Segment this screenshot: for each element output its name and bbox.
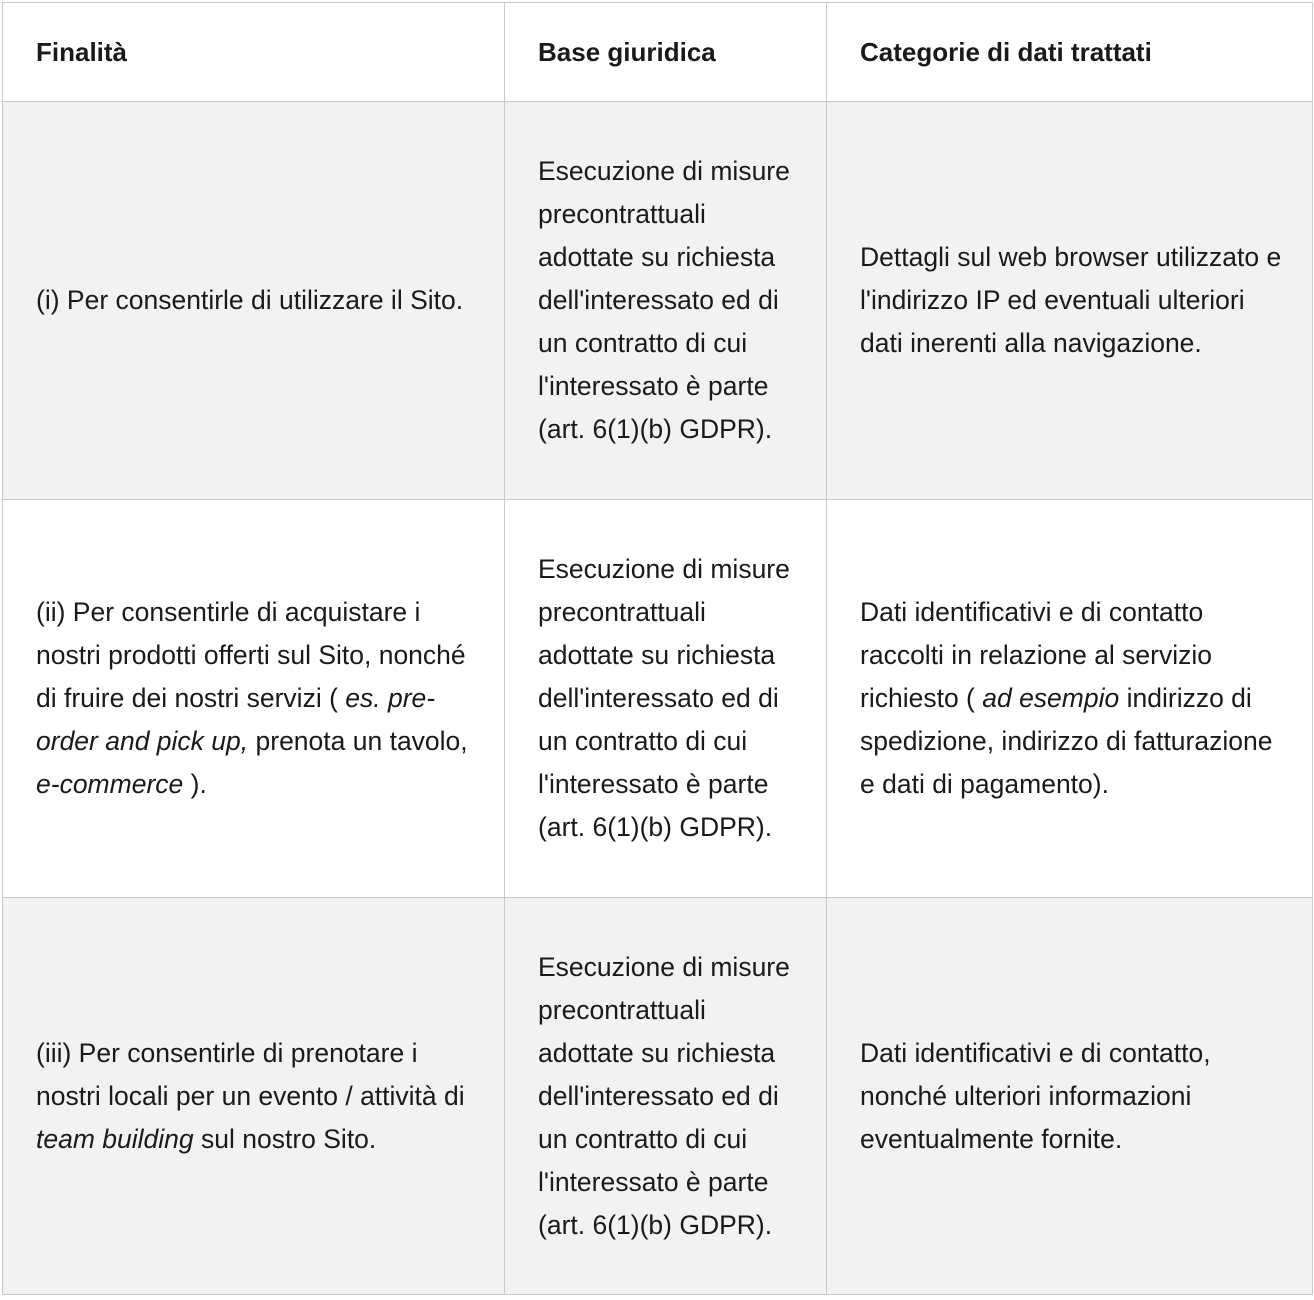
purpose-italic-text: es. pre-order and pick up, — [36, 683, 436, 756]
data-categories-text: indirizzo di spedizione, indirizzo di fatturazione e dati di pagamento). — [860, 683, 1273, 799]
table-row — [3, 500, 1313, 898]
data-categories-cell — [827, 500, 1313, 898]
table-body — [3, 102, 1313, 1295]
table-header — [3, 3, 1313, 102]
data-categories-text: Dati identificativi e di contatto, nonché ulteriori informazioni eventualmente fornite. — [860, 1037, 1211, 1154]
legal-basis-cell — [505, 102, 827, 500]
legal-basis-text: Esecuzione di misure precontrattuali adottate su richiesta dell'interessato ed di un contratto di cui l'interessato è parte (art. 6(1)(b) GDPR). — [538, 951, 790, 1240]
purpose-italic-text: e-commerce — [36, 769, 184, 799]
processing-purposes-table — [2, 2, 1313, 1295]
legal-basis-text: Esecuzione di misure precontrattuali adottate su richiesta dell'interessato ed di un contratto di cui l'interessato è parte (art. 6(1)(b) GDPR). — [538, 156, 790, 444]
purpose-text: prenota un tavolo, — [248, 726, 468, 756]
legal-basis-cell — [505, 898, 827, 1295]
data-categories-text: Dati identificativi e di contatto raccolti in relazione al servizio richiesto ( — [860, 597, 1213, 713]
purpose-text: (ii) Per consentirle di acquistare i nostri prodotti offerti sul Sito, nonché di fruire dei nostri servizi ( — [36, 597, 466, 713]
table-row — [3, 102, 1313, 500]
header-row — [3, 3, 1313, 102]
purpose-text: sul nostro Sito. — [193, 1123, 377, 1154]
purpose-italic-text: team building — [36, 1123, 194, 1154]
purpose-text: (i) Per consentirle di utilizzare il Sito. — [36, 285, 464, 315]
purpose-text: ). — [183, 769, 207, 799]
purpose-cell — [3, 102, 505, 500]
data-categories-cell — [827, 102, 1313, 500]
table-row — [3, 898, 1313, 1295]
header-purpose: Finalità — [3, 3, 505, 102]
legal-basis-text: Esecuzione di misure precontrattuali adottate su richiesta dell'interessato ed di un contratto di cui l'interessato è parte (art. 6(1)(b) GDPR). — [538, 554, 790, 842]
header-legal-basis: Base giuridica — [505, 3, 827, 102]
header-data-categories: Categorie di dati trattati — [827, 3, 1313, 102]
legal-basis-cell — [505, 500, 827, 898]
purpose-cell — [3, 898, 505, 1295]
data-categories-italic-text: ad esempio — [982, 683, 1120, 713]
data-categories-cell — [827, 898, 1313, 1295]
purpose-text: (iii) Per consentirle di prenotare i nostri locali per un evento / attività di — [36, 1037, 465, 1111]
purpose-cell — [3, 500, 505, 898]
data-categories-text: Dettagli sul web browser utilizzato e l'indirizzo IP ed eventuali ulteriori dati inerenti alla navigazione. — [860, 242, 1282, 358]
